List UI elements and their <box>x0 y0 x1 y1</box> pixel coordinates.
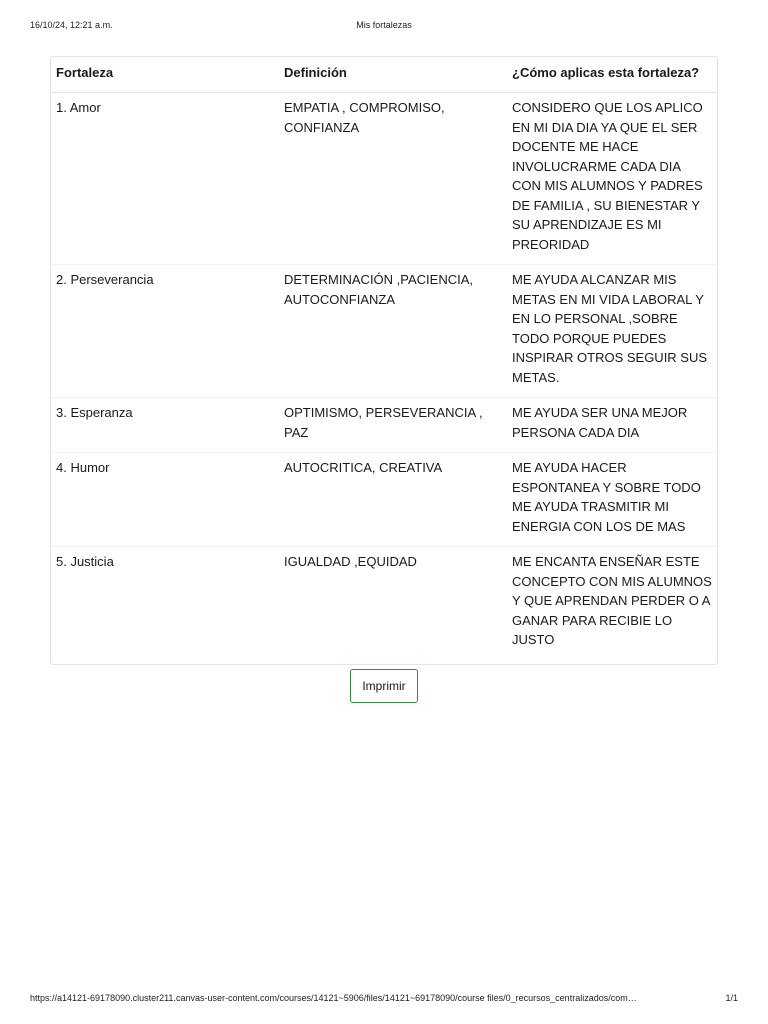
cell-fortaleza: 3. Esperanza <box>51 398 279 453</box>
column-header-como-aplicas: ¿Cómo aplicas esta fortaleza? <box>507 57 717 93</box>
table-row <box>51 453 717 547</box>
page-number: 1/1 <box>725 993 738 1003</box>
print-button-container <box>0 669 768 703</box>
print-button[interactable]: Imprimir <box>350 669 417 703</box>
cell-fortaleza: 1. Amor <box>56 100 101 115</box>
cell-como-aplicas: CONSIDERO QUE LOS APLICO EN MI DIA DIA YA QUE EL SER DOCENTE ME HACE INVOLUCRARME CADA DIA CON MIS ALUMNOS Y PADRES DE FAMILIA , SU BIENESTAR Y SU APRENDIZAJE ES MI PREORIDAD <box>512 100 703 252</box>
cell-fortaleza: 2. Perseverancia <box>51 265 279 398</box>
cell-definicion: DETERMINACIÓN ,PACIENCIA, AUTOCONFIANZA <box>279 265 507 398</box>
table-row <box>51 547 717 660</box>
cell-como-aplicas: ME ENCANTA ENSEÑAR ESTE CONCEPTO CON MIS ALUMNOS Y QUE APRENDAN PERDER O A GANAR PARA RECIBIE LO JUSTO <box>507 547 717 660</box>
strengths-table-container <box>50 56 718 665</box>
cell-como-aplicas: ME AYUDA SER UNA MEJOR PERSONA CADA DIA <box>507 398 717 453</box>
column-header-fortaleza: Fortaleza <box>51 57 279 93</box>
document-title: Mis fortalezas <box>356 20 412 30</box>
table-row <box>51 398 717 453</box>
cell-definicion: IGUALDAD ,EQUIDAD <box>279 547 507 660</box>
cell-definicion: OPTIMISMO, PERSEVERANCIA , PAZ <box>279 398 507 453</box>
cell-fortaleza: 4. Humor <box>51 453 279 547</box>
column-header-definicion: Definición <box>279 57 507 93</box>
cell-definicion: AUTOCRITICA, CREATIVA <box>279 453 507 547</box>
cell-como-aplicas: ME AYUDA HACER ESPONTANEA Y SOBRE TODO ME AYUDA TRASMITIR MI ENERGIA CON LOS DE MAS <box>507 453 717 547</box>
page-url: https://a14121-69178090.cluster211.canvas-user-content.com/courses/14121~5906/files/14121~69178090/course files/0_recursos_centralizados/com… <box>30 993 637 1003</box>
cell-como-aplicas: ME AYUDA ALCANZAR MIS METAS EN MI VIDA LABORAL Y EN LO PERSONAL ,SOBRE TODO PORQUE PUEDES INSPIRAR OTROS SEGUIR SUS METAS. <box>507 265 717 398</box>
print-footer <box>30 993 738 1007</box>
cell-definicion: EMPATIA , COMPROMISO, CONFIANZA <box>284 100 445 135</box>
cell-fortaleza: 5. Justicia <box>51 547 279 660</box>
table-row <box>51 265 717 398</box>
print-date: 16/10/24, 12:21 a.m. <box>30 20 113 30</box>
print-header <box>30 20 738 34</box>
table-row <box>51 93 717 265</box>
table-header-row <box>51 57 717 93</box>
strengths-table <box>51 57 717 660</box>
